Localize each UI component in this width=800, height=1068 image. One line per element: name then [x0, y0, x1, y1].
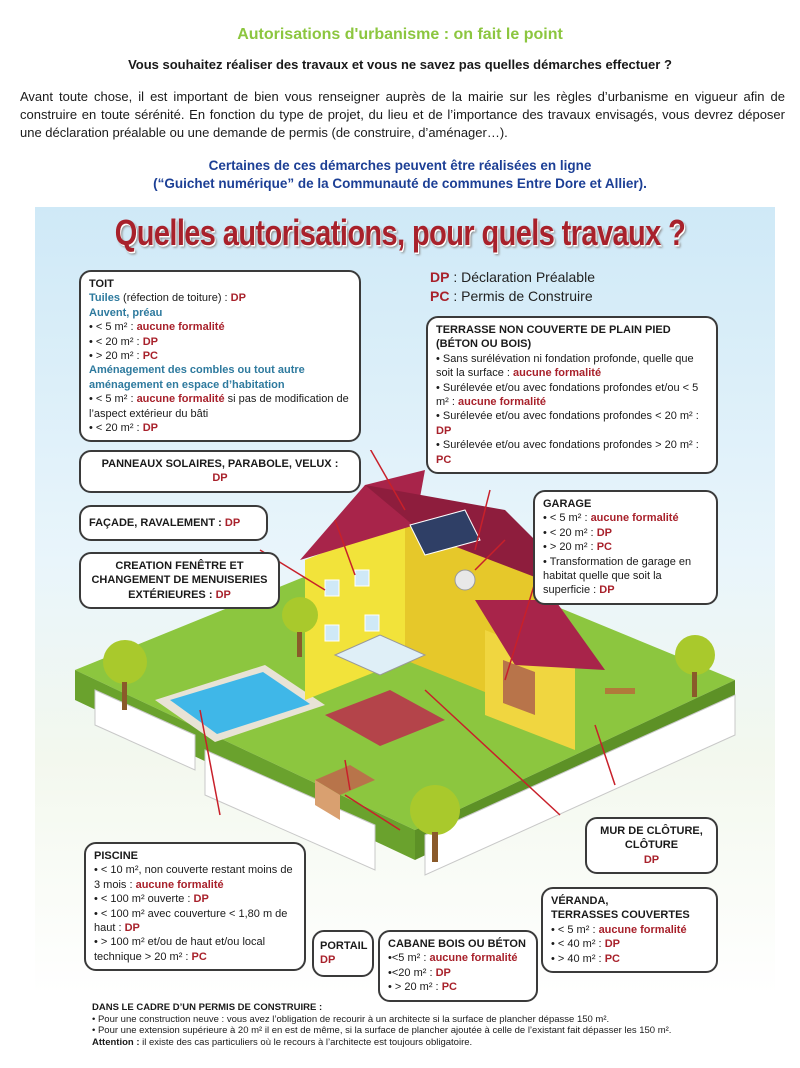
veranda-2-code: DP — [604, 938, 620, 951]
terrace-1: • Sans surélévation ni fondation profonde, quelle que soit la surface : — [436, 352, 694, 380]
windows-line1: CREATION FENÊTRE ET — [115, 560, 244, 572]
veranda-2: • < 40 m² : — [551, 938, 602, 951]
facade-box — [79, 505, 268, 541]
footer-title: DANS LE CADRE D’UN PERMIS DE CONSTRUIRE : — [92, 1002, 323, 1013]
solar-panels-box — [79, 450, 361, 493]
fence-line2: CLÔTURE — [624, 839, 679, 852]
pool-3: • < 100 m² avec couverture < 1,80 m de haut : — [94, 907, 288, 935]
terrace-2-code: aucune formalité — [458, 396, 547, 409]
shed-title: CABANE BOIS OU BÉTON — [388, 938, 526, 950]
roof-awning-3: • > 20 m² : — [89, 350, 140, 363]
roof-awning-label: Auvent, préau — [89, 306, 163, 319]
fence-line1: MUR DE CLÔTURE, — [600, 825, 703, 837]
windows-line3: EXTÉRIEURES : — [128, 588, 213, 601]
garage-2: • < 20 m² : — [543, 526, 594, 539]
legend — [430, 268, 595, 306]
shed-1: •<5 m² : — [388, 952, 427, 965]
roof-attic-2: • < 20 m² : — [89, 422, 140, 435]
terrace-3-code: DP — [436, 424, 452, 437]
pool-4: • > 100 m² et/ou de haut et/ou local technique > 20 m² : — [94, 936, 266, 963]
pool-2: • < 100 m² ouverte : — [94, 893, 191, 906]
windows-line2: CHANGEMENT DE MENUISERIES — [91, 574, 268, 587]
shed-1-code: aucune formalité — [429, 952, 518, 965]
windows-box — [79, 552, 280, 609]
facade-title: FAÇADE, RAVALEMENT : — [89, 517, 222, 529]
roof-awning-1-code: aucune formalité — [136, 321, 225, 334]
roof-awning-2-code: DP — [142, 335, 158, 348]
pool-2-code: DP — [193, 893, 209, 906]
roof-attic-2-code: DP — [142, 422, 158, 435]
online-notice-line2: (“Guichet numérique” de la Communauté de communes Entre Dore et Allier). — [153, 176, 647, 191]
garage-box — [533, 490, 718, 605]
gate-title: PORTAIL — [320, 940, 368, 952]
veranda-1-code: aucune formalité — [598, 923, 687, 936]
roof-title: TOIT — [89, 278, 114, 290]
page-subtitle: Vous souhaitez réaliser des travaux et vous ne savez pas quelles démarches effectuer ? — [128, 57, 672, 72]
legend-pc-abbr: PC — [430, 288, 450, 304]
veranda-3-code: PC — [604, 952, 620, 965]
legend-pc-text: : Permis de Construire — [453, 288, 593, 304]
pool-3-code: DP — [124, 922, 140, 935]
solar-panels-title: PANNEAUX SOLAIRES, PARABOLE, VELUX : — [101, 458, 339, 470]
facade-code: DP — [224, 517, 241, 529]
intro-paragraph: Avant toute chose, il est important de bien vous renseigner auprès de la mairie sur les règles d’urbanisme en vigueur afin de construire en toute sérénité. En fonction du type de projet, du lieu et de l’importance des travaux envisagés, vous devrez déposer une déclaration préalable ou une demande de permis (de construire, d’aménager…). — [20, 89, 785, 140]
terrace-3: • Surélevée et/ou avec fondations profondes < 20 m² : — [436, 410, 699, 423]
roof-tiles-code: DP — [230, 292, 246, 305]
footer-attention-label: Attention : — [92, 1036, 140, 1048]
fence-code: DP — [643, 853, 660, 866]
solar-panels-code: DP — [212, 472, 228, 485]
footer-note-1: • Pour une construction neuve : vous avez l’obligation de recourir à un architecte si la surface de plancher dépasse 150 m². — [92, 1013, 610, 1025]
legend-dp-abbr: DP — [430, 269, 450, 285]
gate-box — [312, 930, 374, 977]
garage-2-code: DP — [596, 526, 612, 539]
pool-1-code: aucune formalité — [135, 878, 224, 891]
online-notice-line1: Certaines de ces démarches peuvent être réalisées en ligne — [208, 158, 592, 173]
pool-title: PISCINE — [94, 850, 139, 862]
veranda-box — [541, 887, 718, 973]
footer-notes — [92, 1002, 752, 1048]
terrace-2: • Surélevée et/ou avec fondations profondes et/ou < 5 m² : — [436, 381, 699, 409]
shed-3: • > 20 m² : — [388, 981, 439, 994]
poster-title: Quelles autorisations, pour quels travaux ? — [114, 213, 686, 254]
garage-4-code: DP — [599, 584, 615, 597]
veranda-3: • > 40 m² : — [551, 952, 602, 965]
roof-attic-1-rest: si pas de modification de l’aspect extérieur du bâti — [89, 393, 349, 420]
fence-box — [585, 817, 718, 874]
terrace-1-code: aucune formalité — [513, 367, 602, 380]
veranda-1: • < 5 m² : — [551, 923, 596, 936]
garage-title: GARAGE — [543, 498, 592, 510]
veranda-line2: TERRASSES COUVERTES — [551, 909, 690, 922]
garage-3: • > 20 m² : — [543, 541, 594, 554]
terrace-box — [426, 316, 718, 474]
pool-1: • < 10 m², non couverte restant moins de 3 mois : — [94, 864, 293, 891]
shed-3-code: PC — [441, 981, 457, 994]
garage-1: • < 5 m² : — [543, 512, 588, 525]
terrace-4: • Surélevée et/ou avec fondations profondes > 20 m² : — [436, 439, 699, 452]
shed-2: •<20 m² : — [388, 966, 433, 979]
pool-4-code: PC — [191, 950, 207, 963]
online-notice — [0, 157, 800, 193]
veranda-line1: VÉRANDA, — [551, 895, 609, 907]
roof-tiles-text: (réfection de toiture) : — [123, 292, 228, 305]
roof-awning-3-code: PC — [142, 350, 158, 363]
legend-dp-text: : Déclaration Préalable — [453, 269, 595, 285]
roof-awning-1: • < 5 m² : — [89, 321, 134, 334]
roof-attic-1-code: aucune formalité — [136, 393, 225, 406]
windows-code: DP — [215, 588, 231, 601]
roof-attic-1: • < 5 m² : — [89, 393, 134, 406]
roof-tiles-label: Tuiles — [89, 292, 120, 305]
shed-2-code: DP — [435, 966, 451, 979]
footer-note-2: • Pour une extension supérieure à 20 m² il en est de même, si la surface de plancher ajoutée à celle de l’existant fait dépasser les 150 m². — [92, 1025, 672, 1037]
garage-1-code: aucune formalité — [590, 512, 679, 525]
garage-4: • Transformation de garage en habitat quelle que soit la superficie : — [543, 555, 692, 597]
garage-3-code: PC — [596, 541, 612, 554]
terrace-4-code: PC — [436, 453, 452, 466]
shed-box — [378, 930, 538, 1002]
page-title: Autorisations d'urbanisme : on fait le point — [237, 26, 563, 43]
roof-box — [79, 270, 361, 442]
terrace-title: TERRASSE NON COUVERTE DE PLAIN PIED (BÉTON OU BOIS) — [436, 324, 671, 351]
footer-attention-text: il existe des cas particuliers où le recours à l’architecte est toujours obligatoire. — [142, 1036, 473, 1048]
pool-box — [84, 842, 306, 971]
roof-awning-2: • < 20 m² : — [89, 335, 140, 348]
roof-attic-label: Aménagement des combles ou tout autre aménagement en espace d’habitation — [89, 364, 305, 391]
gate-code: DP — [320, 954, 336, 967]
